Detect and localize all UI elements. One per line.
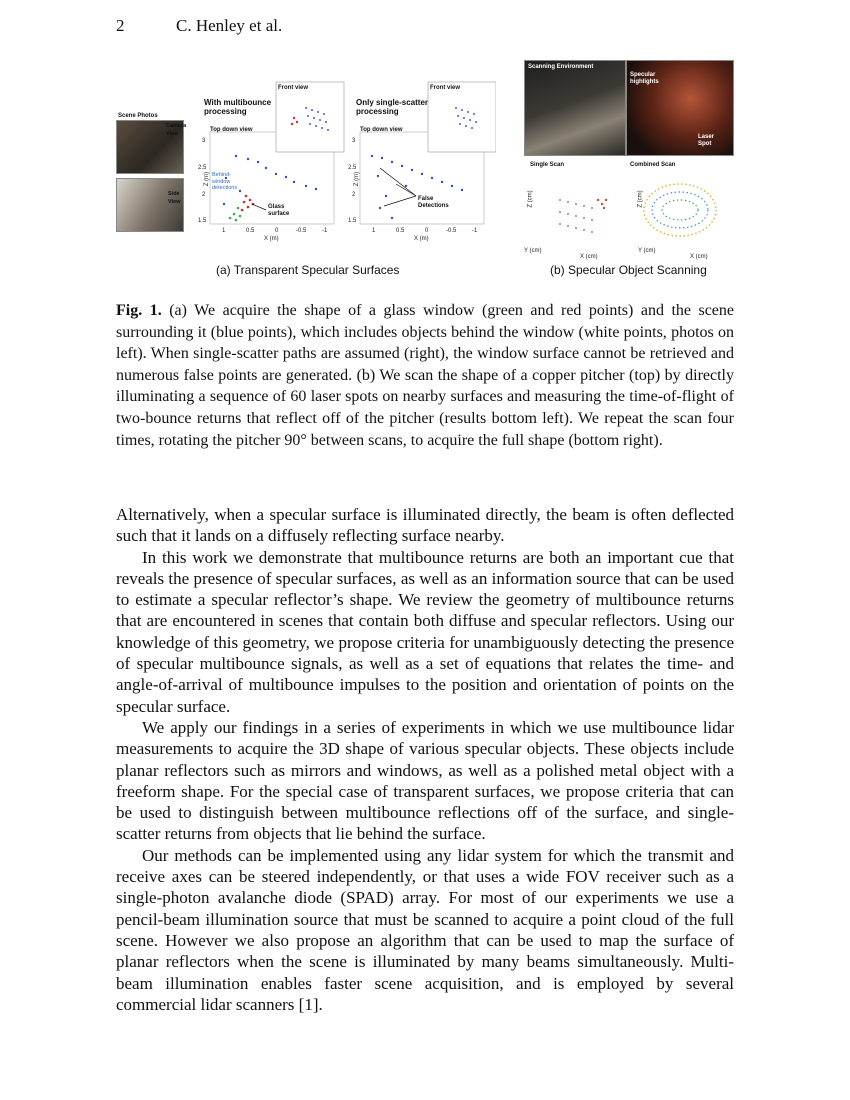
behind-window-label: Behind-window detections	[212, 172, 238, 191]
single-scatter-x-tick-2: 0	[425, 228, 429, 234]
figure-caption	[116, 300, 734, 451]
glass-surface-red-points	[241, 195, 255, 212]
combined-scan-y-axis-label: Y (cm)	[638, 248, 656, 254]
glass-surface-label: Glass surface	[268, 204, 290, 217]
multibounce-x-tick-0: 1	[222, 228, 226, 234]
combined-scan-x-axis-label: X (cm)	[690, 254, 708, 260]
multibounce-front-view-label: Front view	[278, 85, 309, 91]
body-text	[116, 504, 734, 1015]
single-scatter-x-tick-4: -1	[472, 228, 478, 234]
single-scan-red-points	[597, 199, 607, 209]
paragraph-2: In this work we demonstrate that multibounce returns are both an important cue that reveals the presence of specular surfaces, as well as an information source that can be used to estimate a specular reflector’s shape. We review the geometry of multibounce returns that are encountered in scenes that contain both diffuse and specular reflectors. Using our knowledge of this geometry, we propose criteria for unambiguously detecting the presence of specular multibounce signals, as well as a set of equations that relates the time- and angle-of-arrival of multibounce impulses to the position and orientation of points on the specular surface.	[116, 547, 734, 716]
scan-point-clouds	[520, 170, 734, 260]
single-scatter-x-tick-3: -0.5	[446, 228, 457, 234]
paragraph-3: We apply our findings in a series of experiments in which we use multibounce lidar measurements to acquire the 3D shape of various specular objects. These objects include planar reflectors such as mirrors and windows, as well as a polished metal object with a freeform shape. For the special case of transparent surfaces, we propose criteria that can be used to distinguish between multibounce reflections off of the surface, and single-scatter returns from objects that lie behind the surface.	[116, 717, 734, 844]
multibounce-x-axis-label: X (m)	[264, 236, 279, 242]
scanning-environment-label: Scanning Environment	[528, 64, 594, 70]
glass-surface-green-points	[229, 207, 242, 222]
subcaption-a: (a) Transparent Specular Surfaces	[216, 263, 400, 277]
subcaption-b: (b) Specular Object Scanning	[550, 263, 707, 277]
running-authors: C. Henley et al.	[176, 16, 283, 35]
multibounce-x-tick-1: 0.5	[246, 228, 255, 234]
false-detections-label: False Detections	[418, 196, 449, 209]
multibounce-z-tick-3: 1.5	[198, 218, 207, 224]
combined-scan-z-axis-label: Z (cm)	[637, 190, 644, 208]
multibounce-front-view-frame	[276, 82, 344, 152]
glass-surface-arrow	[252, 204, 266, 210]
single-scan-z-axis-label: Z (cm)	[527, 190, 534, 208]
multibounce-x-tick-3: -0.5	[296, 228, 307, 234]
multibounce-z-tick-0: 3	[202, 138, 206, 144]
single-scatter-z-tick-2: 2	[352, 192, 356, 198]
running-header	[116, 16, 282, 36]
single-scan-y-axis-label: Y (cm)	[524, 248, 542, 254]
multibounce-title: With multibounce processing	[204, 98, 272, 116]
specular-highlights-label: Specular highlights	[630, 72, 659, 85]
figure-panel-b	[520, 58, 734, 280]
single-scatter-z-tick-3: 1.5	[348, 218, 357, 224]
multibounce-x-tick-2: 0	[275, 228, 279, 234]
single-scatter-x-tick-0: 1	[372, 228, 376, 234]
single-scan-label: Single Scan	[530, 162, 565, 168]
single-scatter-z-tick-0: 3	[352, 138, 356, 144]
combined-scan-label: Combined Scan	[630, 162, 676, 168]
scene-photos-label: Scene Photos	[118, 113, 158, 119]
laser-spot-label: Laser Spot	[698, 134, 715, 147]
paragraph-1: Alternatively, when a specular surface is illuminated directly, the beam is often deflected such that it lands on a diffusely reflecting surface nearby.	[116, 505, 734, 546]
single-scatter-top-down-label: Top down view	[360, 127, 403, 133]
figure-panel-a	[116, 58, 496, 280]
single-scan-points	[559, 199, 593, 233]
single-scatter-z-tick-1: 2.5	[348, 165, 357, 171]
false-detection-arrows	[380, 168, 416, 206]
caption-text: (a) We acquire the shape of a glass window (green and red points) and the scene surrounding it (blue points), which includes objects behind the window (white points, photos on left). When single-scatter paths are assumed (right), the window surface cannot be retrieved and numerous false points are generated. (b) We scan the shape of a copper pitcher (top) by directly illuminating a sequence of 60 laser spots on nearby surfaces and measuring the time-of-flight of two-bounce returns that reflect off of the pitcher (results bottom left). We repeat the scan four times, rotating the pitcher 90° between scans, to acquire the full shape (bottom right).	[116, 302, 735, 449]
single-scatter-x-tick-1: 0.5	[396, 228, 405, 234]
single-scan-x-axis-label: X (cm)	[580, 254, 598, 260]
single-scatter-front-view-label: Front view	[430, 85, 461, 91]
multibounce-z-tick-2: 2	[202, 192, 206, 198]
scanning-environment-photo	[524, 60, 626, 156]
single-scatter-z-axis-label: Z (m)	[354, 171, 361, 187]
multibounce-x-tick-4: -1	[322, 228, 328, 234]
side-view-label: Side View	[168, 191, 181, 205]
paragraph-4: Our methods can be implemented using any lidar system for which the transmit and receive axes can be steered independently, or that uses a wide FOV receiver such as a single-photon avalanche diode (SPAD) array. For most of our experiments we use a pencil-beam illumination source that must be scanned to acquire a point cloud of the full scene. However we also propose an algorithm that can be used to map the surface of planar reflectors when the scene is illuminated by many beams simultaneously. Multi-beam illumination enables faster scene acquisition, and is employed by several commercial lidar scanners [1].	[116, 845, 734, 1014]
figure-1	[116, 58, 734, 280]
single-scatter-front-view-frame	[428, 82, 496, 152]
multibounce-z-tick-1: 2.5	[198, 165, 207, 171]
caption-label: Fig. 1.	[116, 302, 162, 319]
single-scatter-title: Only single-scatter processing	[356, 98, 429, 116]
single-scatter-x-axis-label: X (m)	[414, 236, 429, 242]
multibounce-z-axis-label: Z (m)	[204, 171, 211, 187]
page-number: 2	[116, 16, 125, 35]
camera-view-label: Camera View	[166, 123, 187, 137]
combined-scan-points	[644, 184, 716, 236]
multibounce-top-down-label: Top down view	[210, 127, 253, 133]
